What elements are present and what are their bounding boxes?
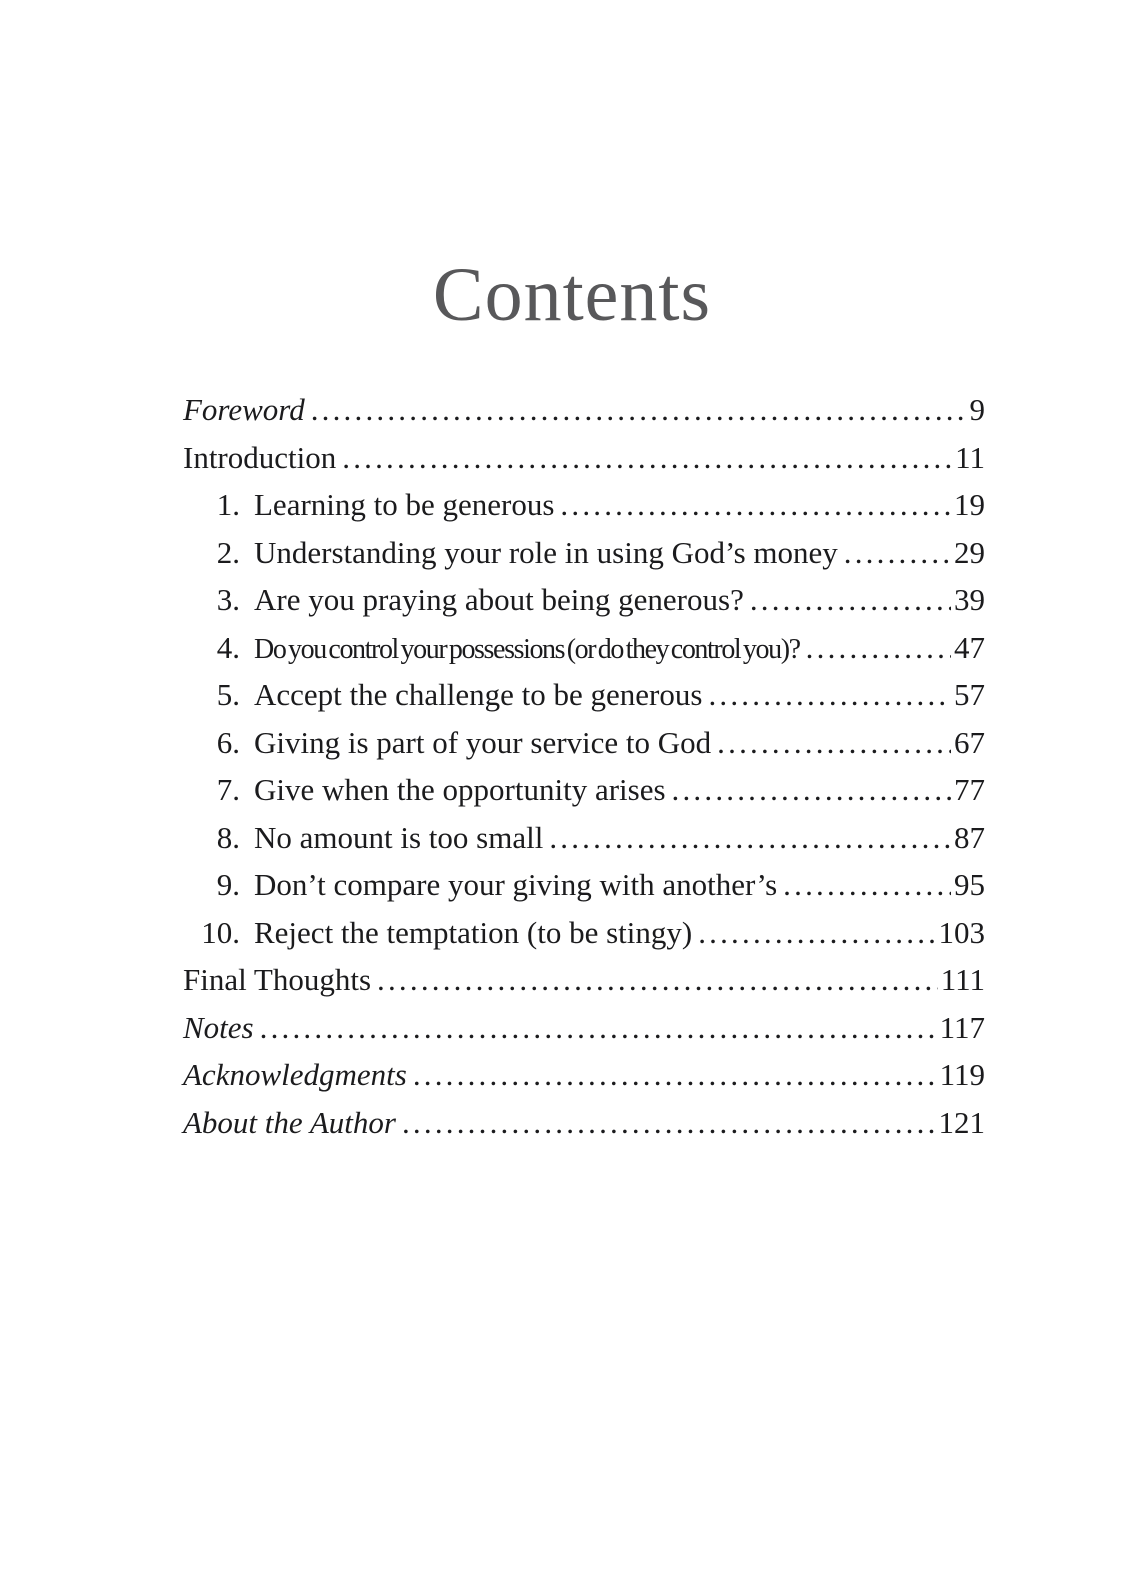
toc-entry xyxy=(183,909,985,957)
entry-page: 103 xyxy=(938,914,985,950)
entry-label: Final Thoughts xyxy=(183,962,372,997)
dot-leader xyxy=(750,576,951,624)
entry-page: 9 xyxy=(969,392,985,427)
entry-page: 121 xyxy=(938,1104,985,1140)
dot-leader xyxy=(560,481,951,529)
dot-leader xyxy=(806,624,951,672)
dot-leader xyxy=(783,861,951,909)
entry-label: Introduction xyxy=(183,439,337,475)
toc-entry xyxy=(183,1051,985,1099)
entry-page: 77 xyxy=(954,772,985,807)
dot-leader xyxy=(717,719,951,767)
dot-leader xyxy=(672,766,951,814)
entry-label: Are you praying about being generous? xyxy=(254,582,744,617)
entry-label: Notes xyxy=(183,1009,254,1045)
entry-label: No amount is too small xyxy=(254,819,544,855)
entry-number: 9. xyxy=(216,867,240,902)
toc-entry xyxy=(183,1004,985,1052)
toc-entry xyxy=(183,624,985,672)
toc-entry xyxy=(183,529,985,577)
entry-label: Learning to be generous xyxy=(254,487,555,522)
entry-page: 111 xyxy=(940,962,985,997)
dot-leader xyxy=(844,529,951,577)
entry-page: 95 xyxy=(954,867,985,902)
toc-entry xyxy=(183,766,985,814)
toc-entry xyxy=(183,671,985,719)
entry-label: Understanding your role in using God’s money xyxy=(254,534,838,570)
entry-label: About the Author xyxy=(183,1104,396,1140)
entry-page: 47 xyxy=(954,629,985,665)
dot-leader xyxy=(342,434,952,482)
entry-page: 119 xyxy=(939,1057,985,1092)
dot-leader xyxy=(260,1004,937,1052)
toc-entry xyxy=(183,719,985,767)
entry-page: 87 xyxy=(954,819,985,855)
toc-list xyxy=(183,386,985,1146)
entry-number: 2. xyxy=(216,534,240,570)
entry-number: 10. xyxy=(201,914,240,950)
dot-leader xyxy=(377,956,938,1004)
entry-number: 3. xyxy=(216,582,240,617)
entry-number: 6. xyxy=(216,724,240,760)
dot-leader xyxy=(708,671,951,719)
toc-entry xyxy=(183,481,985,529)
entry-number: 4. xyxy=(216,629,240,665)
entry-page: 67 xyxy=(954,724,985,760)
entry-number: 5. xyxy=(216,677,240,712)
toc-entry xyxy=(183,814,985,862)
entry-number: 1. xyxy=(216,487,240,522)
dot-leader xyxy=(311,386,967,434)
entry-number: 7. xyxy=(216,772,240,807)
toc-entry xyxy=(183,386,985,434)
entry-page: 57 xyxy=(954,677,985,712)
entry-page: 117 xyxy=(939,1009,985,1045)
dot-leader xyxy=(413,1051,937,1099)
entry-number: 8. xyxy=(216,819,240,855)
toc-entry xyxy=(183,1099,985,1147)
entry-label: Give when the opportunity arises xyxy=(254,772,666,807)
entry-page: 11 xyxy=(955,439,985,475)
entry-page: 39 xyxy=(954,582,985,617)
dot-leader xyxy=(549,814,951,862)
entry-label: Do you control your possessions (or do they control you)? xyxy=(254,633,800,665)
dot-leader xyxy=(698,909,935,957)
entry-label: Giving is part of your service to God xyxy=(254,724,712,760)
entry-label: Acknowledgments xyxy=(183,1057,407,1092)
toc-entry xyxy=(183,434,985,482)
entry-label: Accept the challenge to be generous xyxy=(254,677,703,712)
dot-leader xyxy=(402,1099,936,1147)
page-title: Contents xyxy=(432,253,712,337)
entry-page: 19 xyxy=(954,487,985,522)
entry-label: Don’t compare your giving with another’s xyxy=(254,867,778,902)
entry-label: Foreword xyxy=(183,392,305,427)
entry-page: 29 xyxy=(954,534,985,570)
toc-entry xyxy=(183,576,985,624)
toc-entry xyxy=(183,956,985,1004)
entry-label: Reject the temptation (to be stingy) xyxy=(254,914,693,950)
toc-entry xyxy=(183,861,985,909)
